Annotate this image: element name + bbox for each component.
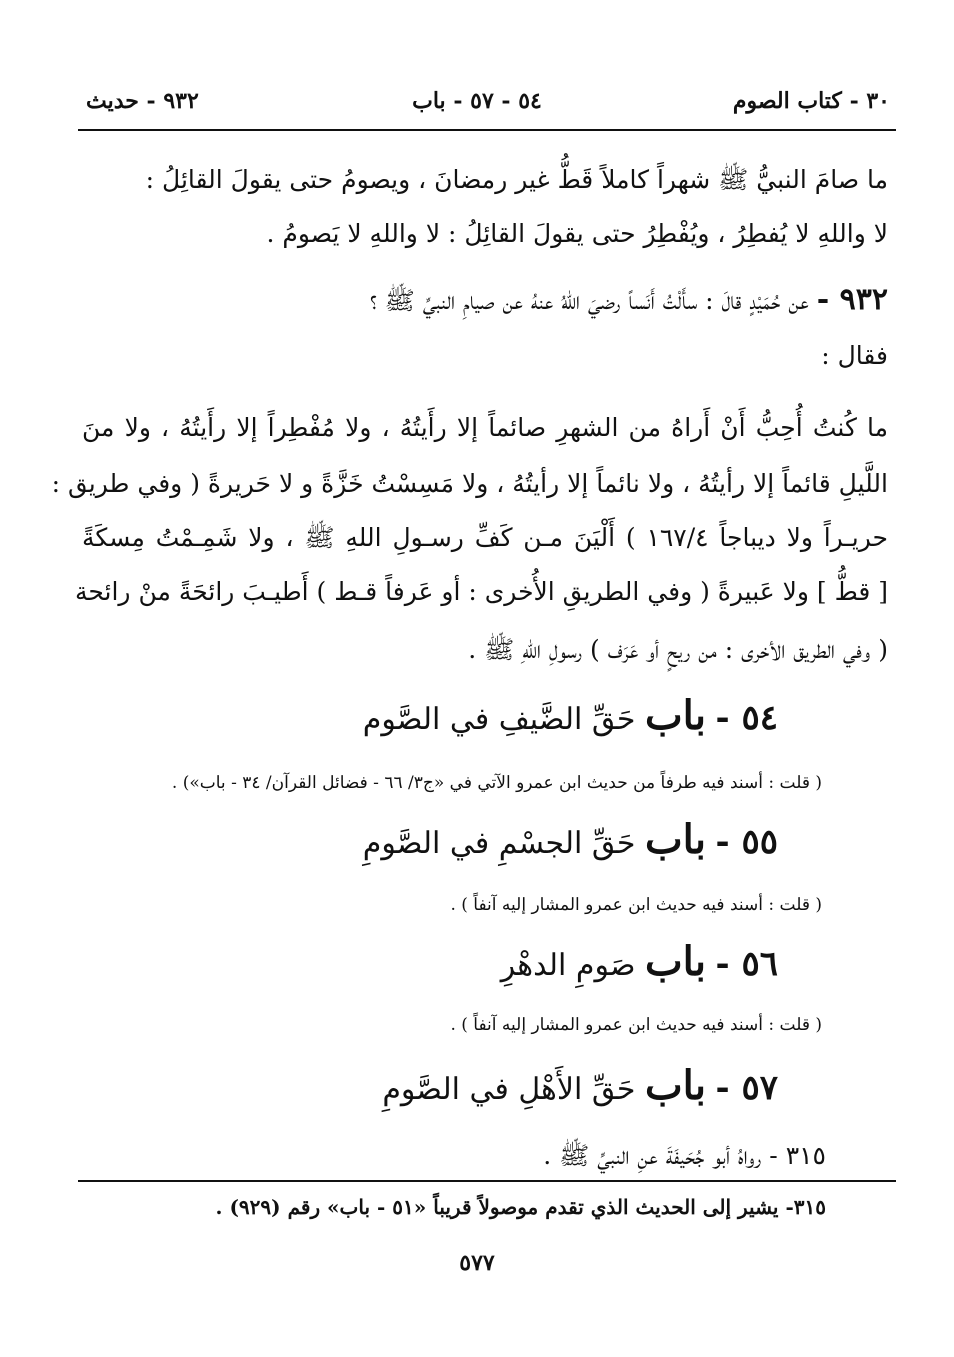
chapter-54-heading <box>363 692 778 744</box>
header-hadith-range: ٩٣٢ - حديث <box>86 88 199 114</box>
hadith-text-line: حريـراً ولا ديباجاً ١٦٧/٤ ) أَلْيَنَ مـن كَفِّ رسـولِ اللهِ ﷺ ، ولا شَمِـمْتُ مِسكَةً <box>82 523 889 552</box>
chapter-number: ٥٤ - <box>715 698 778 738</box>
intro-line-2: لا واللهِ لا يُفطِرُ ، ويُفْطِرُ حتى يقولَ القائِلُ : لا واللهِ لا يَصومُ . <box>266 219 888 248</box>
narration-315: ٣١٥ - رواهُ أبو جُحَيفَةَ عنِ النبيِّ ﷺ . <box>543 1141 826 1170</box>
hadith-isnad: عن حُمَيْدٍ قالَ : سأَلْتُ أَنَساً رضيَ اللهُ عنهُ عن صيامِ النبيِّ ﷺ ؟ <box>369 286 809 315</box>
hadith-text-line: ما كُنتُ أُحِبُّ أَنْ أَراهُ من الشهرِ صائماً إلا رأَيتُهُ ، ولا مُفْطِراً إلا رأَيتُهُ ، ولا منَ <box>82 413 888 442</box>
header-divider <box>78 129 896 131</box>
header-book-title: ٣٠ - كتاب الصوم <box>732 88 890 114</box>
hadith-text-line: [ قطُّ ] ولا عَبيرةً ( وفي الطريقِ الأُخرى : أو عَرفاً قـط ) أَطيـبَ رائحَةً منْ رائحة <box>74 577 888 606</box>
chapter-bab-word: باب <box>644 1062 706 1109</box>
chapter-54-note: ( قلت : أسند فيه طرفاً من حديث ابن عمرو الآتي في «ج٣/ ٦٦ - فضائل القرآن/ ٣٤ - باب») . <box>171 773 822 793</box>
chapter-bab-word: باب <box>644 692 706 739</box>
chapter-56-note: ( قلت : أسند فيه حديث ابن عمرو المشار إليه آنفاً ) . <box>450 1015 822 1035</box>
hadith-intro-fa-qal: فقال : <box>821 341 888 370</box>
chapter-title: حَقِّ الضَّيفِ في الصَّوم <box>362 702 636 737</box>
chapter-bab-word: باب <box>644 938 706 985</box>
chapter-55-heading <box>363 816 778 868</box>
chapter-number: ٥٥ - <box>715 822 778 862</box>
hadith-number: ٩٣٢ - <box>816 282 888 317</box>
header-chapter-range: ٥٤ - ٥٧ - باب <box>412 88 542 114</box>
hadith-text-line: اللَّيلِ قائماً إلا رأيتُهُ ، ولا نائماً إلا رأيتُهُ ، ولا مَسِسْتُ خَزَّةً و لا حَريرةً ( وفي طريق : <box>51 469 888 498</box>
hadith-heading <box>370 280 888 321</box>
hadith-text-line: ( وفي الطريق الأخرى : من ريحٍ أو عَرَف ) رسولِ اللهِ ﷺ . <box>468 635 888 664</box>
intro-line-1: ما صامَ النبيُّ ﷺ شهراً كاملاً قَطُّ غير رمضانَ ، ويصومُ حتى يقولَ القائِلُ : <box>145 165 888 194</box>
chapter-55-note: ( قلت : أسند فيه حديث ابن عمرو المشار إليه آنفاً ) . <box>450 895 822 915</box>
chapter-bab-word: باب <box>644 816 706 863</box>
chapter-56-heading <box>501 938 778 990</box>
chapter-number: ٥٦ - <box>715 944 778 984</box>
footnote-315: ٣١٥- يشير إلى الحديث الذي تقدم موصولاً قريباً «٥١ - باب» رقم (٩٢٩) . <box>215 1195 826 1219</box>
chapter-number: ٥٧ - <box>715 1068 778 1108</box>
footnote-divider <box>78 1180 896 1182</box>
page-number: ٥٧٧ <box>459 1250 495 1276</box>
chapter-title: حَقِّ الجسْمِ في الصَّومِ <box>362 826 636 861</box>
chapter-title: صَومِ الدهْرِ <box>500 948 636 983</box>
chapter-title: حَقِّ الأَهْلِ في الصَّومِ <box>382 1072 636 1107</box>
chapter-57-heading <box>382 1062 778 1114</box>
